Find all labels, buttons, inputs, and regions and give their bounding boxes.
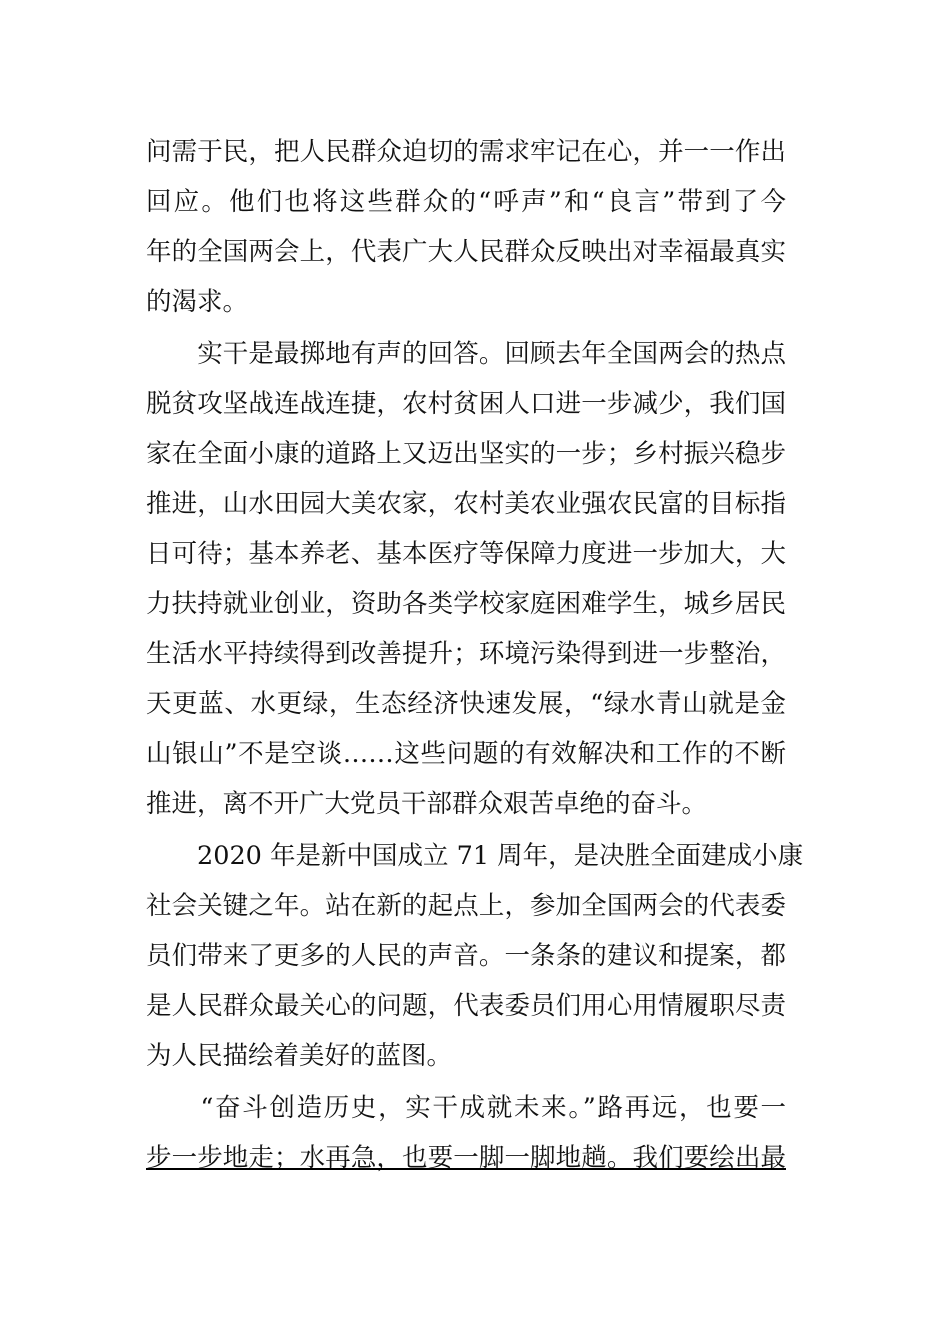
text-line: 推进，山水田园大美农家，农村美农业强农民富的目标指 <box>146 489 786 519</box>
text-line: 为人民描绘着美好的蓝图。 <box>146 1041 453 1071</box>
document-body <box>146 127 804 1183</box>
text-line: 员们带来了更多的人民的声音。一条条的建议和提案，都 <box>146 941 786 971</box>
text-line: “奋斗创造历史，实干成就未来。”路再远，也要一 <box>146 1093 786 1123</box>
paragraph-2 <box>146 329 786 829</box>
footer-rule <box>146 1168 786 1170</box>
text-line: 2020 年是新中国成立 71 周年，是决胜全面建成小康 <box>146 841 804 871</box>
text-line: 的渴求。 <box>146 287 249 317</box>
text-line: 山银山”不是空谈……这些问题的有效解决和工作的不断 <box>146 739 786 769</box>
paragraph-1 <box>146 127 786 327</box>
text-line: 回应。他们也将这些群众的“呼声”和“良言”带到了今 <box>146 187 786 217</box>
text-line: 实干是最掷地有声的回答。回顾去年全国两会的热点 <box>146 339 786 369</box>
text-line: 家在全面小康的道路上又迈出坚实的一步；乡村振兴稳步 <box>146 439 786 469</box>
text-line: 天更蓝、水更绿，生态经济快速发展，“绿水青山就是金 <box>146 689 786 719</box>
text-line: 生活水平持续得到改善提升；环境污染得到进一步整治， <box>146 639 786 669</box>
text-line: 社会关键之年。站在新的起点上，参加全国两会的代表委 <box>146 891 786 921</box>
paragraph-3 <box>146 831 804 1081</box>
text-line: 力扶持就业创业，资助各类学校家庭困难学生，城乡居民 <box>146 589 786 619</box>
text-line: 步一步地走；水再急，也要一脚一脚地趟。我们要绘出最 <box>146 1143 786 1173</box>
text-line: 年的全国两会上，代表广大人民群众反映出对幸福最真实 <box>146 237 786 267</box>
text-line: 问需于民，把人民群众迫切的需求牢记在心，并一一作出 <box>146 137 786 167</box>
text-line: 脱贫攻坚战连战连捷，农村贫困人口进一步减少，我们国 <box>146 389 786 419</box>
text-line: 日可待；基本养老、基本医疗等保障力度进一步加大，大 <box>146 539 786 569</box>
text-line: 推进，离不开广大党员干部群众艰苦卓绝的奋斗。 <box>146 789 708 819</box>
text-line: 是人民群众最关心的问题，代表委员们用心用情履职尽责 <box>146 991 786 1021</box>
